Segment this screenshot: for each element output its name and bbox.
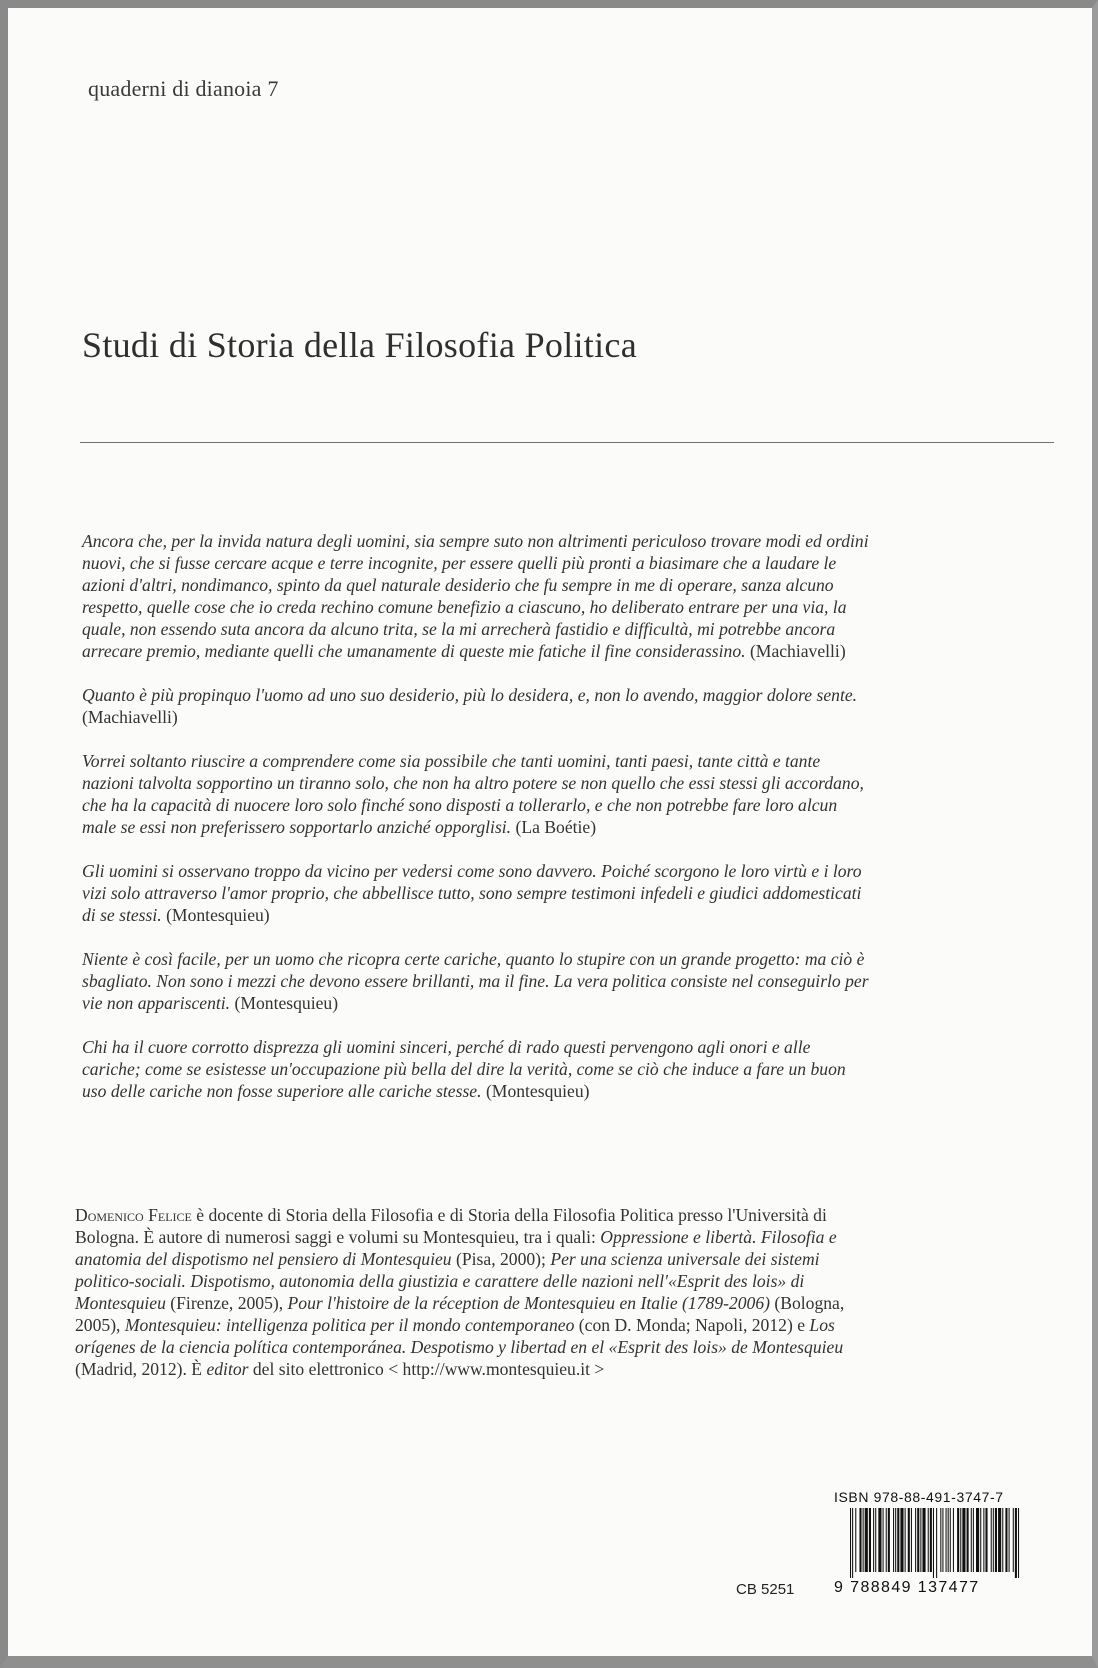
bio-text: (Pisa, 2000); [451, 1249, 551, 1269]
bio-text: (Madrid, 2012). È [75, 1359, 207, 1379]
quote-6 [82, 1036, 872, 1102]
quote-author: (Montesquieu) [485, 1081, 590, 1101]
quote-4 [82, 860, 872, 926]
quote-2 [82, 684, 872, 728]
quote-author: (Machiavelli) [749, 641, 846, 661]
series-label: quaderni di dianoia 7 [88, 76, 279, 101]
quote-author: (Machiavelli) [82, 707, 178, 727]
quote-author: (Montesquieu) [166, 905, 270, 925]
barcode-number: 9 788849 137477 [834, 1579, 980, 1596]
quote-text: Niente è così facile, per un uomo che ricopra certe cariche, quanto lo stupire con un grande progetto: ma ciò è sbagliato. Non sono i mezzi che devono essere brillanti, ma il fine. La vera politica consiste nel conseguirlo per vie non appariscenti. [82, 949, 869, 1013]
quote-text: Gli uomini si osservano troppo da vicino per vedersi come sono davvero. Poiché scorgono le loro virtù e i loro vizi solo attraverso l'amor proprio, che abbellisce tutto, sono sempre testimoni infedeli e giudici addomesticati di se stessi. [82, 861, 862, 925]
book-title: Studi di Storia della Filosofia Politica [82, 325, 637, 365]
book-title-3: Pour l'histoire de la réception de Montesquieu en Italie (1789-2006) [287, 1293, 770, 1313]
bio-text: del sito elettronico < http://www.montesquieu.it > [248, 1359, 605, 1379]
quotes-section [82, 530, 872, 1124]
quote-text: Quanto è più propinquo l'uomo ad uno suo desiderio, più lo desidera, e, non lo avendo, maggior dolore sente. [82, 685, 858, 705]
editor-word: editor [206, 1359, 249, 1379]
quote-text: Ancora che, per la invida natura degli uomini, sia sempre suto non altrimenti periculoso trovare modi ed ordini nuovi, che si fusse cercare acque e terre incognite, per essere quelli più pronti a biasimare che a laudare le azioni d'altri, nondimanco, spinto da quel naturale desiderio che fu sempre in me di operare, sanza alcuno respetto, quelle cose che io creda rechino comune benefizio a ciascuno, ho deliberato entrare per una via, la quale, non essendo suta ancora da alcuno trita, se la mi arrecherà fastidio e difficultà, mi potrebbe ancora arrecare premio, mediante quelli che umanamente di queste mie fatiche il fine considerassino. [82, 531, 869, 661]
quote-author: (Montesquieu) [234, 993, 339, 1013]
book-title-1: Oppressione e libertà. Filosofia e anatomia del dispotismo nel pensiero di Montesquieu [75, 1227, 837, 1269]
quote-3 [82, 750, 872, 838]
author-bio [75, 1204, 865, 1380]
bio-text: è docente di Storia della Filosofia e di Storia della Filosofia Politica presso l'Università di Bologna. È autore di numerosi saggi e volumi su Montesquieu, tra i quali: [75, 1205, 827, 1247]
bio-text: (Bologna, 2005), [75, 1293, 845, 1335]
barcode [850, 1508, 1022, 1578]
quote-text: Vorrei soltanto riuscire a comprendere come sia possibile che tanti uomini, tanti paesi, tante città e tante nazioni talvolta sopportino un tiranno solo, che non ha altro potere se non quello che essi stessi gli accordano, che ha la capacità di nuocere loro solo finché sono disposti a tollerarlo, e che non potrebbe fare loro alcun male se essi non preferissero sopportarlo anziché opporglisi. [82, 751, 864, 837]
divider-line [80, 442, 1054, 443]
author-name: Domenico Felice [75, 1205, 192, 1225]
book-title-2: Per una scienza universale dei sistemi politico-sociali. Dispotismo, autonomia della giustizia e carattere delle nazioni nell'«Esprit des lois» di Montesquieu [75, 1249, 820, 1313]
catalog-code: CB 5251 [736, 1581, 795, 1598]
quote-5 [82, 948, 872, 1014]
quote-text: Chi ha il cuore corrotto disprezza gli uomini sinceri, perché di rado questi pervengono agli onori e alle cariche; come se esistesse un'occupazione più bella del dire la verità, come se ciò che induce a fare un buon uso delle cariche non fosse superiore alle cariche stesse. [82, 1037, 846, 1101]
quote-author: (La Boétie) [515, 817, 597, 837]
isbn-label: ISBN 978-88-491-3747-7 [834, 1489, 1004, 1505]
book-title-4: Montesquieu: intelligenza politica per il mondo contemporaneo [124, 1315, 575, 1335]
bio-text: (con D. Monda; Napoli, 2012) e [574, 1315, 810, 1335]
book-title-5: Los orígenes de la ciencia política contemporánea. Despotismo y libertad en el «Esprit des lois» de Montesquieu [75, 1315, 844, 1357]
bio-text: (Firenze, 2005), [165, 1293, 288, 1313]
quote-1 [82, 530, 872, 662]
